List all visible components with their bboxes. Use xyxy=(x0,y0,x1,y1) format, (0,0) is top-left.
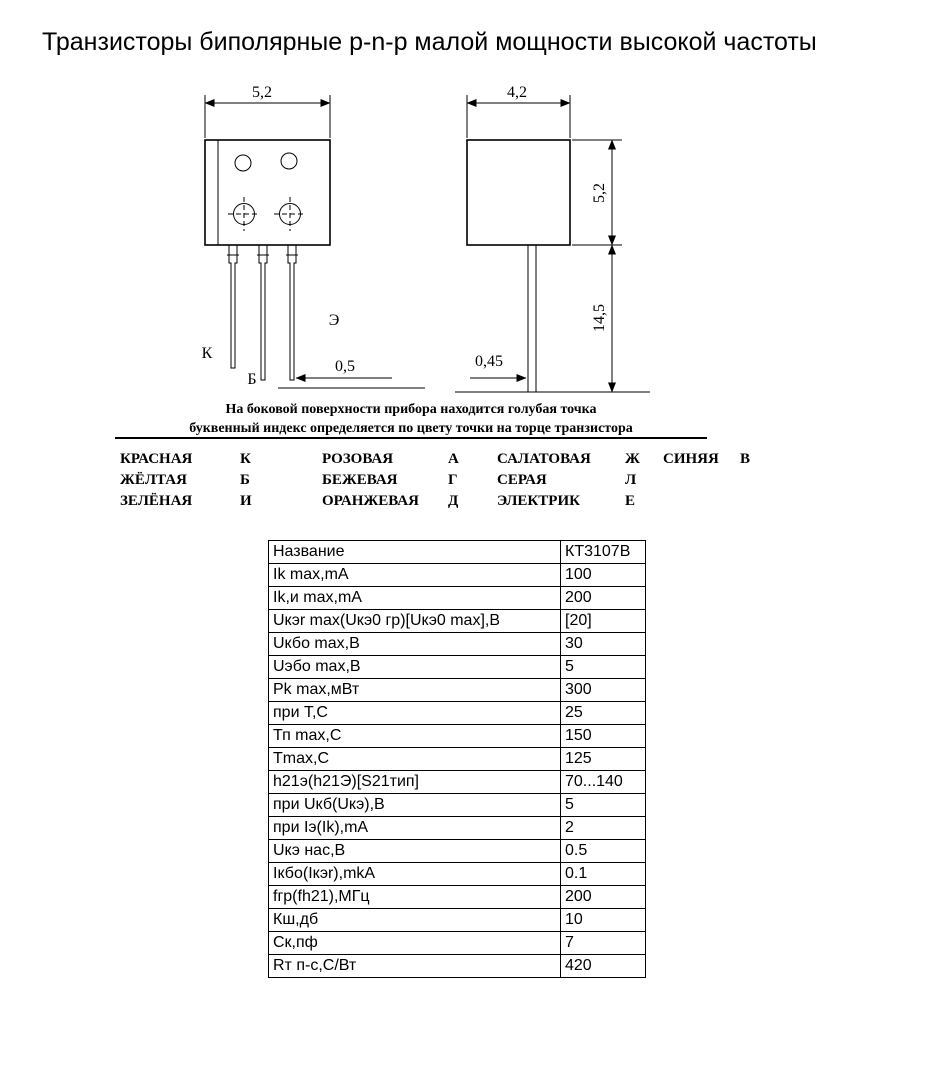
note-line-1: На боковой поверхности прибора находится голубая точка xyxy=(225,402,597,417)
dim-side-body-depth: 4,2 xyxy=(507,84,527,101)
param-value-cell: 0.1 xyxy=(561,863,646,886)
param-name-cell: Название xyxy=(269,541,561,564)
param-value-cell: КТ3107В xyxy=(561,541,646,564)
param-value-cell: 0.5 xyxy=(561,840,646,863)
table-row xyxy=(269,679,646,702)
table-row xyxy=(269,633,646,656)
param-name-cell: при Т,С xyxy=(269,702,561,725)
param-name-cell: Pk max,мВт xyxy=(269,679,561,702)
table-row xyxy=(269,771,646,794)
table-row xyxy=(269,955,646,978)
dim-side-body-height: 5,2 xyxy=(591,183,608,203)
color-name: ЗЕЛЁНАЯ xyxy=(120,493,193,509)
param-value-cell: 300 xyxy=(561,679,646,702)
param-name-cell: при Uкб(Uкэ),В xyxy=(269,794,561,817)
param-value-cell: 200 xyxy=(561,587,646,610)
note-line-2: буквенный индекс определяется по цвету точки на торце транзистора xyxy=(189,421,633,436)
side-view-drawing xyxy=(455,95,650,392)
package-drawings xyxy=(0,75,932,405)
table-row xyxy=(269,725,646,748)
dim-front-lead-thickness: 0,5 xyxy=(335,358,355,375)
dim-side-lead-length: 14,5 xyxy=(591,304,608,332)
param-value-cell: 30 xyxy=(561,633,646,656)
color-index-letter: Л xyxy=(625,472,637,488)
parameters-tbody xyxy=(269,541,646,978)
color-index-letter: Е xyxy=(625,493,636,509)
param-value-cell: 100 xyxy=(561,564,646,587)
table-row xyxy=(269,564,646,587)
color-name: ЭЛЕКТРИК xyxy=(497,493,580,509)
color-name: РОЗОВАЯ xyxy=(322,451,394,467)
note-block xyxy=(115,400,707,438)
pin-label-emitter: Э xyxy=(328,312,340,329)
param-name-cell: Uкэ нас,В xyxy=(269,840,561,863)
parameters-table xyxy=(268,540,646,978)
color-name: ЖЁЛТАЯ xyxy=(120,472,187,488)
color-name: КРАСНАЯ xyxy=(120,451,193,467)
table-row xyxy=(269,656,646,679)
param-name-cell: Ik max,mA xyxy=(269,564,561,587)
param-value-cell: 2 xyxy=(561,817,646,840)
color-index-letter: К xyxy=(240,451,251,467)
color-index-letter: В xyxy=(740,451,751,467)
param-value-cell: [20] xyxy=(561,610,646,633)
table-row xyxy=(269,541,646,564)
color-name: САЛАТОВАЯ xyxy=(497,451,591,467)
dim-front-body-width: 5,2 xyxy=(252,84,272,101)
table-row xyxy=(269,909,646,932)
color-name: СИНЯЯ xyxy=(663,451,719,467)
color-name xyxy=(663,470,740,491)
color-code-table xyxy=(120,449,760,512)
color-index-letter: Б xyxy=(240,472,250,488)
param-value-cell: 10 xyxy=(561,909,646,932)
color-name: СЕРАЯ xyxy=(497,472,547,488)
param-value-cell: 70...140 xyxy=(561,771,646,794)
param-value-cell: 125 xyxy=(561,748,646,771)
table-row xyxy=(269,748,646,771)
param-name-cell: при Iэ(Ik),mA xyxy=(269,817,561,840)
color-name: ОРАНЖЕВАЯ xyxy=(322,493,419,509)
param-value-cell: 420 xyxy=(561,955,646,978)
table-row xyxy=(269,610,646,633)
dim-side-lead-thickness: 0,45 xyxy=(475,353,503,370)
param-name-cell: fгр(fh21),МГц xyxy=(269,886,561,909)
pin-label-base: Б xyxy=(247,371,257,388)
param-name-cell: Uкбо max,В xyxy=(269,633,561,656)
table-row xyxy=(269,794,646,817)
param-name-cell: Tmax,С xyxy=(269,748,561,771)
param-value-cell: 5 xyxy=(561,656,646,679)
table-row xyxy=(269,817,646,840)
pin-label-collector: К xyxy=(201,345,213,362)
param-name-cell: Uкэr max(Uкэ0 гр)[Uкэ0 max],В xyxy=(269,610,561,633)
table-row xyxy=(269,840,646,863)
front-view-drawing xyxy=(205,95,425,388)
color-index-letter: А xyxy=(448,451,459,467)
param-name-cell: Iкбо(Iкэr),mkA xyxy=(269,863,561,886)
table-row xyxy=(269,932,646,955)
param-name-cell: Ik,и max,mA xyxy=(269,587,561,610)
table-row xyxy=(269,886,646,909)
color-index-letter: И xyxy=(240,493,252,509)
param-name-cell: Uэбо max,В xyxy=(269,656,561,679)
table-row xyxy=(269,863,646,886)
param-value-cell: 25 xyxy=(561,702,646,725)
color-name: БЕЖЕВАЯ xyxy=(322,472,398,488)
table-row xyxy=(269,587,646,610)
color-index-letter xyxy=(740,470,760,491)
param-value-cell: 5 xyxy=(561,794,646,817)
table-row xyxy=(269,702,646,725)
param-value-cell: 150 xyxy=(561,725,646,748)
param-name-cell: Тп max,С xyxy=(269,725,561,748)
param-value-cell: 200 xyxy=(561,886,646,909)
color-index-letter: Д xyxy=(448,493,459,509)
color-index-letter: Ж xyxy=(625,451,640,467)
color-index-letter xyxy=(740,491,760,512)
param-name-cell: Кш,дб xyxy=(269,909,561,932)
page-title: Транзисторы биполярные p-n-p малой мощности высокой частоты xyxy=(42,28,817,56)
param-name-cell: Ск,пф xyxy=(269,932,561,955)
color-name xyxy=(663,491,740,512)
divider-rule xyxy=(115,437,707,439)
param-name-cell: h21э(h21Э)[S21тип] xyxy=(269,771,561,794)
param-value-cell: 7 xyxy=(561,932,646,955)
color-index-letter: Г xyxy=(448,472,458,488)
param-name-cell: Rт п-с,С/Вт xyxy=(269,955,561,978)
